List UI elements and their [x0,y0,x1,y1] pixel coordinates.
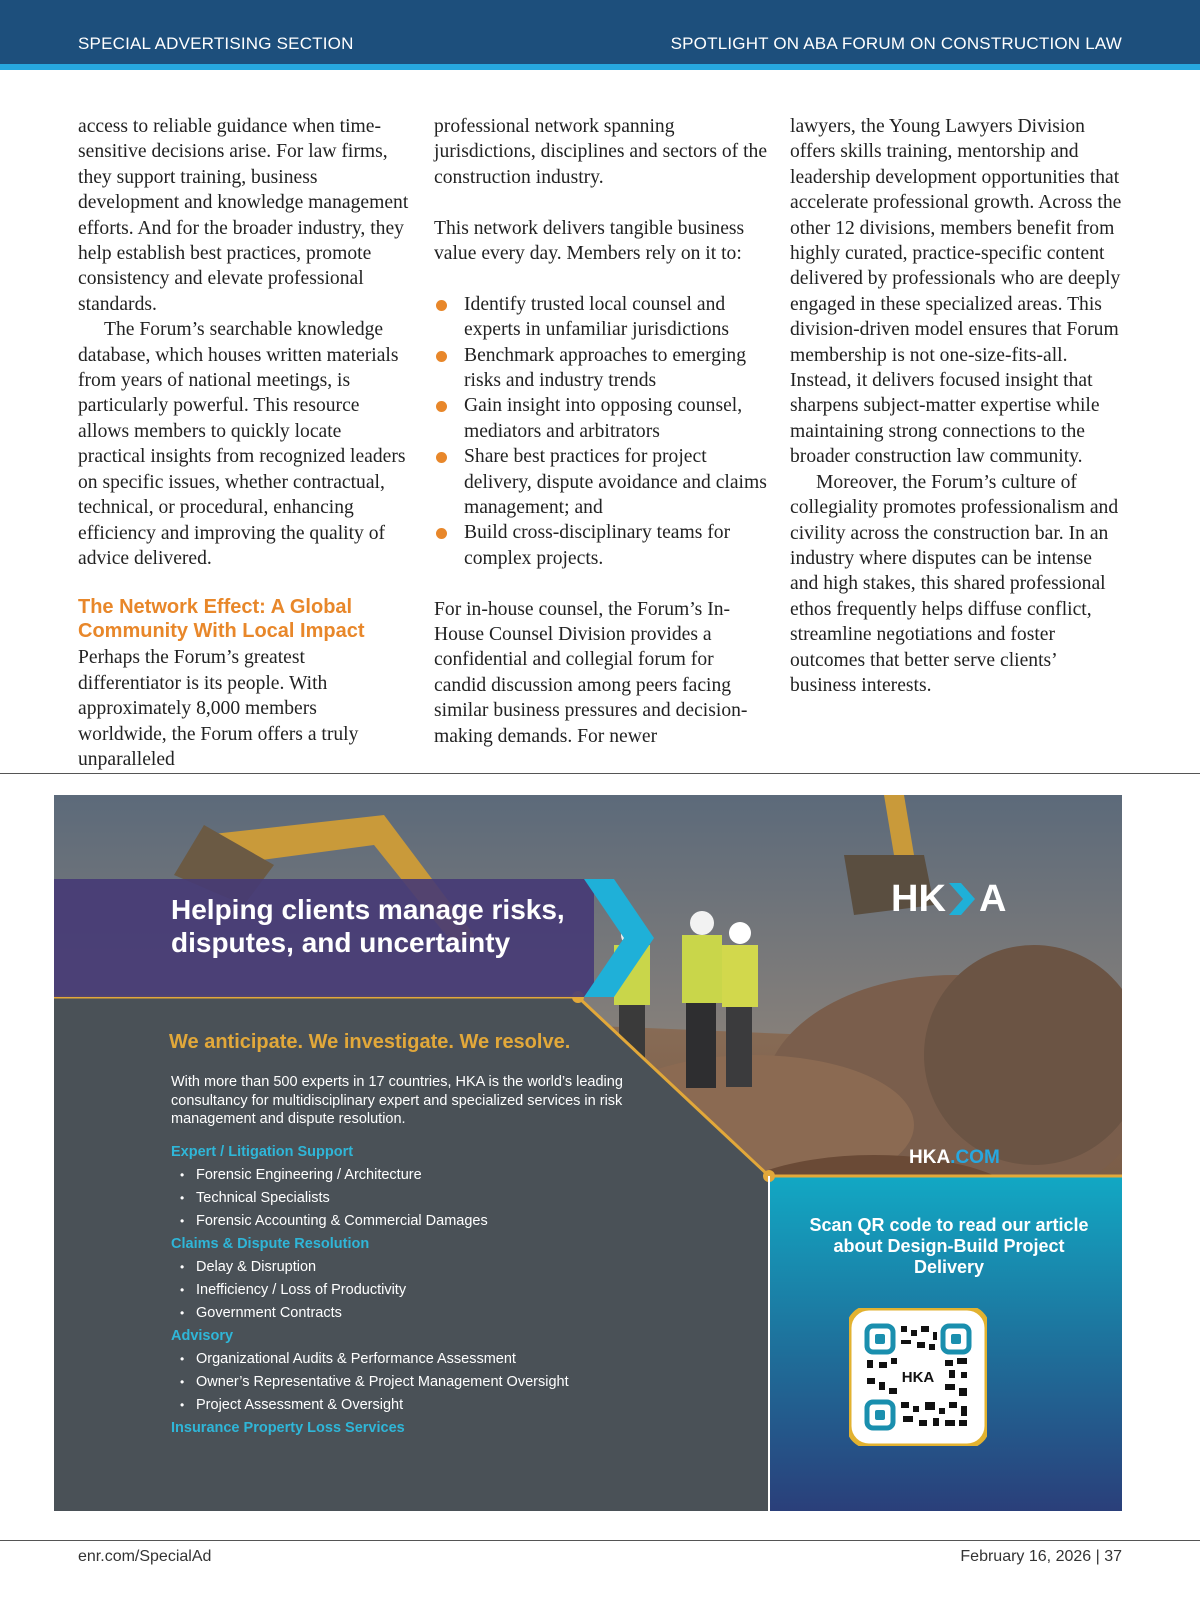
service-item: • Inefficiency / Loss of Productivity [171,1279,641,1302]
article-column-2 [434,114,770,749]
bullet-dot-icon [436,401,447,412]
hka-logo [889,873,1049,921]
ad-tagline: We anticipate. We investigate. We resolve. [169,1031,571,1053]
article-column-3 [790,114,1124,698]
footer-date-page: February 16, 2026 | 37 [960,1548,1122,1565]
list-item: Share best practices for project delivery, dispute avoidance and claims management; and [434,444,770,520]
service-item: • Technical Specialists [171,1187,641,1210]
section-label: SPECIAL ADVERTISING SECTION [78,34,354,53]
footer-divider [0,1540,1200,1541]
paragraph: professional network spanning jurisdictions, disciplines and sectors of the construction industry. [434,116,768,188]
service-heading: Advisory [171,1328,234,1344]
bullet-dot-icon [436,300,447,311]
service-items [171,1348,641,1417]
paragraph: This network delivers tangible business value every day. Members rely on it to: [434,217,745,265]
service-heading: Expert / Litigation Support [171,1144,354,1160]
paragraph: Perhaps the Forum’s greatest differentiator is its people. With approximately 8,000 members worldwide, the Forum offers a truly unparalleled [78,647,359,770]
list-item: Benchmark approaches to emerging risks and industry trends [434,343,770,394]
qr-logo-label: HKA [901,1369,935,1386]
article-column-1 [78,114,410,772]
list-item: Identify trusted local counsel and experts in unfamiliar jurisdictions [434,292,770,343]
paragraph: The Forum’s searchable knowledge database, which houses written materials from years of national meetings, is particularly powerful. This resource allows members to quickly locate practical insights from recognized leaders on specific issues, whether contractual, technical, or procedural, enhancing efficiency and improving the quality of advice delivered. [78,319,406,569]
spotlight-label: SPOTLIGHT ON ABA FORUM ON CONSTRUCTION LAW [670,34,1122,53]
ad-headline: Helping clients manage risks, disputes, and uncertainty [171,894,565,958]
service-item: • Delay & Disruption [171,1256,641,1279]
service-items [171,1164,641,1233]
paragraph: lawyers, the Young Lawyers Division offers skills training, mentorship and leadership development opportunities that accelerate professional growth. Across the other 12 divisions, members benefit from highly curated, practice-specific content delivered by professionals who are deeply engaged in these specialized areas. This division-driven model ensures that Forum membership is not one-size-fits-all. Instead, it delivers focused insight that sharpens subject-matter expertise while maintaining strong connections to the broader construction law community. [790,116,1122,468]
paragraph: access to reliable guidance when time-sensitive decisions arise. For law firms, they support training, business development and knowledge management efforts. And for the broader industry, they help establish best practices, promote consistency and elevate professional standards. [78,116,409,315]
qr-caption: Scan QR code to read our article about Design-Build Project Delivery [809,1215,1089,1277]
service-item: • Forensic Engineering / Architecture [171,1164,641,1187]
hka-website-link[interactable]: HKA.COM [909,1147,1000,1168]
service-heading: Insurance Property Loss Services [171,1420,405,1436]
qr-code[interactable] [849,1308,987,1446]
paragraph: Moreover, the Forum’s culture of collegiality promotes professionalism and civility across the construction bar. In an industry where disputes can be intense and high stakes, this shared professional ethos frequently helps diffuse conflict, streamline negotiations and foster outcomes that better serve clients’ business interests. [790,471,1119,696]
benefits-list [434,292,770,571]
bullet-dot-icon [436,452,447,463]
hka-advertisement[interactable] [54,795,1122,1511]
ad-intro: With more than 500 experts in 17 countries, HKA is the world’s leading consultancy for multidisciplinary expert and specialized services in risk management and dispute resolution. [171,1074,623,1127]
service-items [171,1256,641,1325]
service-item: • Forensic Accounting & Commercial Damages [171,1210,641,1233]
service-item: • Organizational Audits & Performance Assessment [171,1348,641,1371]
service-heading: Claims & Dispute Resolution [171,1236,370,1252]
bullet-dot-icon [436,351,447,362]
services-list [171,1141,641,1440]
section-divider [0,773,1200,774]
list-item: Gain insight into opposing counsel, mediators and arbitrators [434,393,770,444]
section-subhead: The Network Effect: A Global Community With Local Impact [78,596,365,643]
bullet-dot-icon [436,528,447,539]
list-item: Build cross-disciplinary teams for complex projects. [434,520,770,571]
service-item: • Government Contracts [171,1302,641,1325]
service-item: • Project Assessment & Oversight [171,1394,641,1417]
paragraph: For in-house counsel, the Forum’s In-House Counsel Division provides a confidential and collegial forum for candid discussion among peers facing similar business pressures and decision-making demands. For newer [434,598,748,747]
svg-text:HK: HK [891,878,946,920]
svg-text:A: A [979,878,1007,920]
header-accent-stripe [0,64,1200,70]
footer-url[interactable]: enr.com/SpecialAd [78,1548,212,1565]
section-header-bar [0,0,1200,64]
service-item: • Owner’s Representative & Project Management Oversight [171,1371,641,1394]
